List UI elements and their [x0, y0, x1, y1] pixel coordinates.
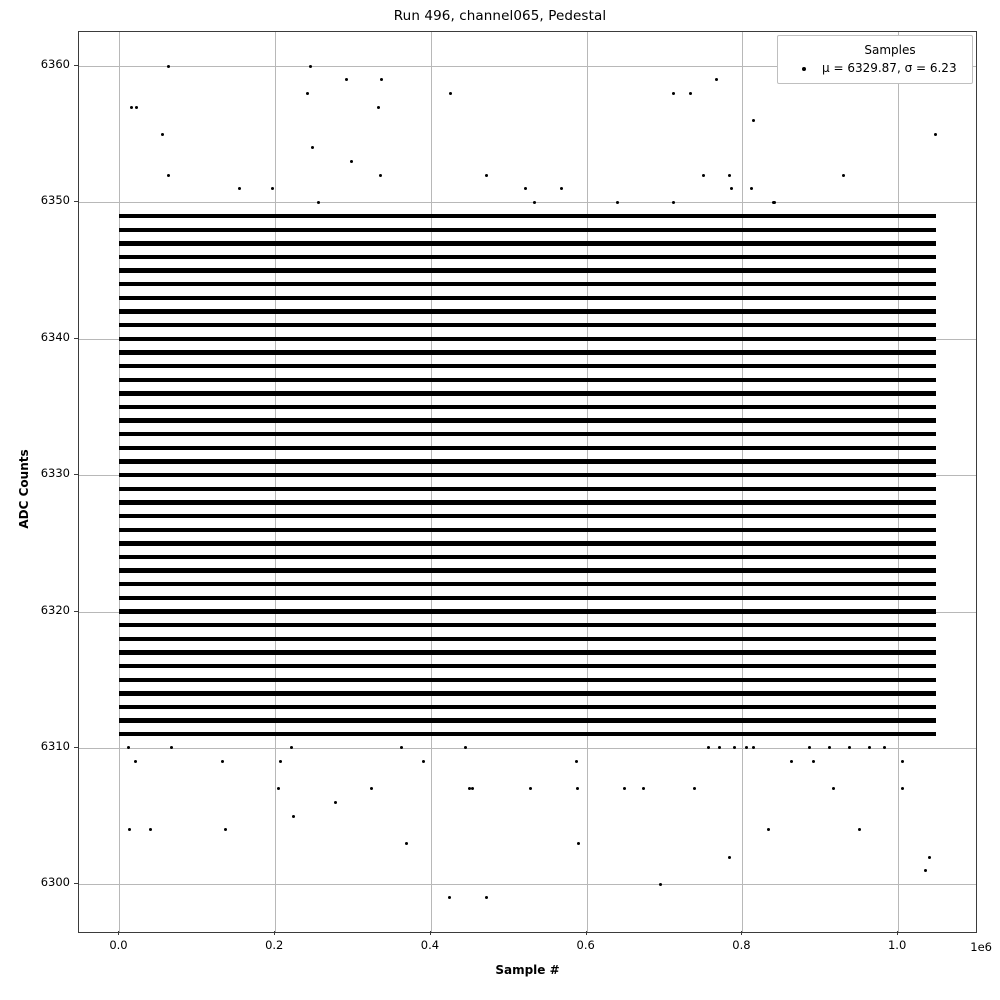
data-band	[119, 378, 935, 382]
data-band	[119, 596, 935, 600]
data-band	[119, 541, 935, 545]
data-point-outlier	[448, 896, 451, 899]
data-point-outlier	[659, 883, 662, 886]
data-band	[119, 718, 935, 722]
data-point	[901, 760, 904, 763]
data-point	[277, 787, 280, 790]
data-band	[119, 228, 935, 232]
data-point	[868, 746, 871, 749]
data-point	[127, 746, 130, 749]
x-tick-label: 0.6	[576, 938, 595, 952]
data-band	[119, 309, 935, 313]
data-band	[119, 637, 935, 641]
data-point	[842, 174, 845, 177]
data-point	[672, 201, 675, 204]
data-band	[119, 337, 935, 341]
data-point-outlier	[672, 92, 675, 95]
legend	[777, 35, 973, 84]
data-point	[832, 787, 835, 790]
data-band	[119, 650, 935, 654]
data-point	[334, 801, 337, 804]
data-point	[808, 746, 811, 749]
data-point	[576, 787, 579, 790]
data-point	[642, 787, 645, 790]
data-point	[167, 174, 170, 177]
data-point	[752, 119, 755, 122]
data-point-outlier	[306, 92, 309, 95]
data-point	[883, 746, 886, 749]
data-point-outlier	[135, 106, 138, 109]
data-band	[119, 528, 935, 532]
y-tick-label: 6360	[40, 57, 70, 72]
data-band	[119, 296, 935, 300]
y-tick-label: 6330	[40, 466, 70, 481]
data-point	[733, 746, 736, 749]
data-point	[485, 174, 488, 177]
x-tick-mark	[430, 931, 431, 935]
data-point	[271, 187, 274, 190]
data-point	[730, 187, 733, 190]
x-tick-mark	[274, 931, 275, 935]
data-point	[575, 760, 578, 763]
data-point	[468, 787, 471, 790]
data-band	[119, 364, 935, 368]
y-axis-label: ADC Counts	[17, 449, 31, 529]
y-tick-mark	[74, 747, 78, 748]
x-tick-label: 0.0	[109, 938, 128, 952]
data-point	[161, 133, 164, 136]
data-point	[379, 174, 382, 177]
data-band	[119, 473, 935, 477]
x-axis-label: Sample #	[495, 963, 560, 977]
data-band	[119, 350, 935, 354]
data-point	[524, 187, 527, 190]
data-band	[119, 405, 935, 409]
data-point-outlier	[689, 92, 692, 95]
data-point	[529, 787, 532, 790]
data-band	[119, 500, 935, 504]
data-point	[812, 760, 815, 763]
data-point-outlier	[858, 828, 861, 831]
data-point	[752, 746, 755, 749]
data-point-outlier	[767, 828, 770, 831]
x-tick-mark	[897, 931, 898, 935]
legend-label-stats: μ = 6329.87, σ = 6.23	[822, 61, 957, 75]
data-point	[848, 746, 851, 749]
data-point	[728, 174, 731, 177]
y-tick-label: 6300	[40, 875, 70, 890]
data-band	[119, 555, 935, 559]
y-tick-mark	[74, 65, 78, 66]
y-tick-label: 6310	[40, 738, 70, 753]
data-band	[119, 323, 935, 327]
data-point	[750, 187, 753, 190]
data-point-outlier	[130, 106, 133, 109]
x-tick-mark	[586, 931, 587, 935]
data-point	[350, 160, 353, 163]
legend-entry-samples	[786, 41, 964, 59]
data-band	[119, 459, 935, 463]
data-band	[119, 268, 935, 272]
legend-label-samples: Samples	[864, 43, 916, 57]
y-tick-mark	[74, 201, 78, 202]
data-point	[745, 746, 748, 749]
data-point	[533, 201, 536, 204]
data-point	[702, 174, 705, 177]
data-band	[119, 418, 935, 422]
data-point-outlier	[715, 78, 718, 81]
data-point	[422, 760, 425, 763]
data-band	[119, 691, 935, 695]
data-band	[119, 487, 935, 491]
data-band	[119, 214, 935, 218]
x-tick-label: 0.2	[265, 938, 284, 952]
data-point	[693, 787, 696, 790]
legend-entry-stats	[786, 59, 964, 77]
data-band	[119, 241, 935, 245]
chart-title: Run 496, channel065, Pedestal	[393, 8, 607, 24]
data-band	[119, 282, 935, 286]
y-tick-mark	[74, 338, 78, 339]
data-band	[119, 705, 935, 709]
data-band	[119, 432, 935, 436]
data-point-outlier	[345, 78, 348, 81]
data-point	[238, 187, 241, 190]
y-tick-label: 6320	[40, 602, 70, 617]
data-point	[221, 760, 224, 763]
data-point	[828, 746, 831, 749]
x-axis-exponent-label: 1e6	[970, 940, 992, 954]
data-band	[119, 446, 935, 450]
data-point	[279, 760, 282, 763]
data-point-outlier	[577, 842, 580, 845]
data-band	[119, 678, 935, 682]
data-band	[119, 514, 935, 518]
data-point	[224, 828, 227, 831]
data-point	[718, 746, 721, 749]
data-point	[377, 106, 380, 109]
data-point	[400, 746, 403, 749]
y-tick-label: 6340	[40, 329, 70, 344]
y-tick-mark	[74, 474, 78, 475]
data-point	[934, 133, 937, 136]
data-point	[790, 760, 793, 763]
data-point	[464, 746, 467, 749]
data-point	[170, 746, 173, 749]
x-tick-mark	[741, 931, 742, 935]
legend-marker-point-icon	[786, 61, 822, 75]
x-tick-label: 0.8	[732, 938, 751, 952]
data-point-outlier	[128, 828, 131, 831]
x-tick-label: 0.4	[420, 938, 440, 952]
data-point	[290, 746, 293, 749]
data-point	[901, 787, 904, 790]
data-point	[623, 787, 626, 790]
scatter-data-layer	[79, 32, 976, 932]
y-tick-mark	[74, 611, 78, 612]
data-band	[119, 664, 935, 668]
data-point	[370, 787, 373, 790]
data-point	[560, 187, 563, 190]
y-tick-mark	[74, 883, 78, 884]
data-band	[119, 623, 935, 627]
data-point	[317, 201, 320, 204]
x-tick-mark	[118, 931, 119, 935]
data-point-outlier	[924, 869, 927, 872]
data-band	[119, 568, 935, 572]
data-point-outlier	[928, 856, 931, 859]
data-band	[119, 609, 935, 613]
data-band	[119, 255, 935, 259]
data-point-outlier	[149, 828, 152, 831]
plot-area	[78, 31, 977, 933]
x-tick-label: 1.0	[887, 938, 907, 952]
data-band	[119, 391, 935, 395]
y-tick-label: 6350	[40, 193, 70, 208]
data-point-outlier	[485, 896, 488, 899]
data-point	[616, 201, 619, 204]
data-point	[292, 815, 295, 818]
data-point-outlier	[309, 65, 312, 68]
data-point	[134, 760, 137, 763]
data-point	[311, 146, 314, 149]
data-point	[707, 746, 710, 749]
data-band	[119, 582, 935, 586]
data-point-outlier	[728, 856, 731, 859]
data-point	[167, 65, 170, 68]
data-point	[449, 92, 452, 95]
data-band	[119, 732, 935, 736]
data-point	[380, 78, 383, 81]
data-point-outlier	[405, 842, 408, 845]
